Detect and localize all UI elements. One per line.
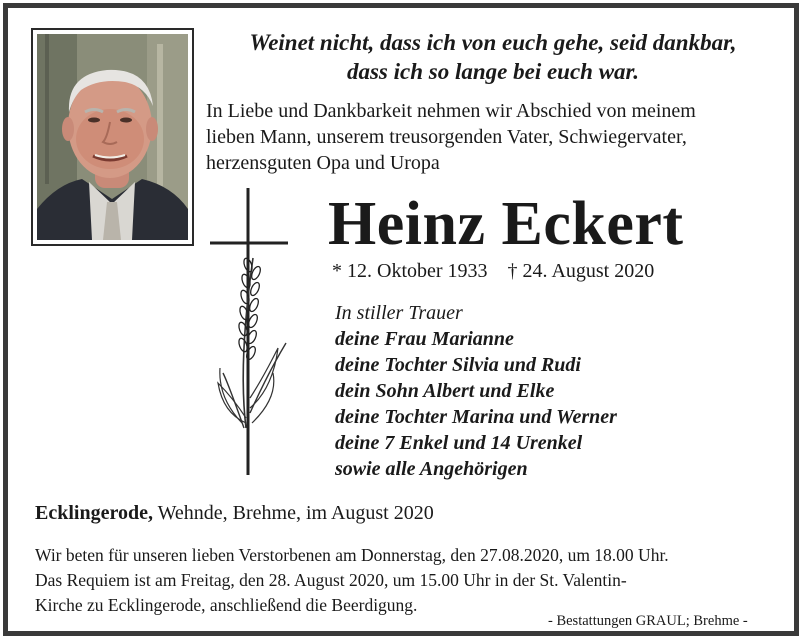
intro-line: lieben Mann, unserem treusorgenden Vater, Schwiegervater, bbox=[206, 126, 687, 148]
mourner-entry: deine Tochter Silvia und Rudi bbox=[335, 354, 581, 376]
birth-date: * 12. Oktober 1933 bbox=[332, 260, 488, 282]
mourner-entry: deine Frau Marianne bbox=[335, 328, 514, 350]
mourner-entry: deine 7 Enkel und 14 Urenkel bbox=[335, 432, 583, 454]
deceased-name: Heinz Eckert bbox=[328, 190, 684, 258]
intro-line: In Liebe und Dankbarkeit nehmen wir Abschied von meinem bbox=[206, 100, 696, 122]
mourners-block bbox=[335, 300, 617, 482]
mourner-entry: dein Sohn Albert und Elke bbox=[335, 380, 555, 402]
mourner-entry: deine Tochter Marina und Werner bbox=[335, 406, 617, 428]
portrait-photo bbox=[37, 34, 188, 240]
life-dates bbox=[332, 258, 654, 284]
cross-with-wheat-icon bbox=[198, 183, 298, 483]
death-date: † 24. August 2020 bbox=[507, 260, 655, 282]
service-line: Kirche zu Ecklingerode, anschließend die Beerdigung. bbox=[35, 595, 418, 615]
mourner-entry: sowie alle Angehörigen bbox=[335, 458, 528, 480]
place-and-date bbox=[35, 500, 434, 526]
service-line: Das Requiem ist am Freitag, den 28. August 2020, um 15.00 Uhr in der St. Valentin- bbox=[35, 570, 627, 590]
service-info bbox=[35, 543, 785, 618]
town-name: Ecklingerode, bbox=[35, 502, 153, 524]
place-rest: Wehnde, Brehme, im August 2020 bbox=[152, 502, 434, 524]
intro-text bbox=[206, 98, 781, 176]
funeral-home-credit: - Bestattungen GRAUL; Brehme - bbox=[548, 613, 748, 629]
motto-line: Weinet nicht, dass ich von euch gehe, seid dankbar, bbox=[249, 30, 737, 55]
service-line: Wir beten für unseren lieben Verstorbenen am Donnerstag, den 27.08.2020, um 18.00 Uhr. bbox=[35, 545, 669, 565]
mourners-lead: In stiller Trauer bbox=[335, 302, 463, 324]
intro-line: herzensguten Opa und Uropa bbox=[206, 152, 440, 174]
obituary-notice bbox=[3, 3, 799, 636]
motto-line: dass ich so lange bei euch war. bbox=[346, 59, 639, 84]
motto-quote bbox=[208, 28, 778, 86]
portrait-frame bbox=[31, 28, 194, 246]
portrait-photo-drawing bbox=[37, 34, 188, 240]
